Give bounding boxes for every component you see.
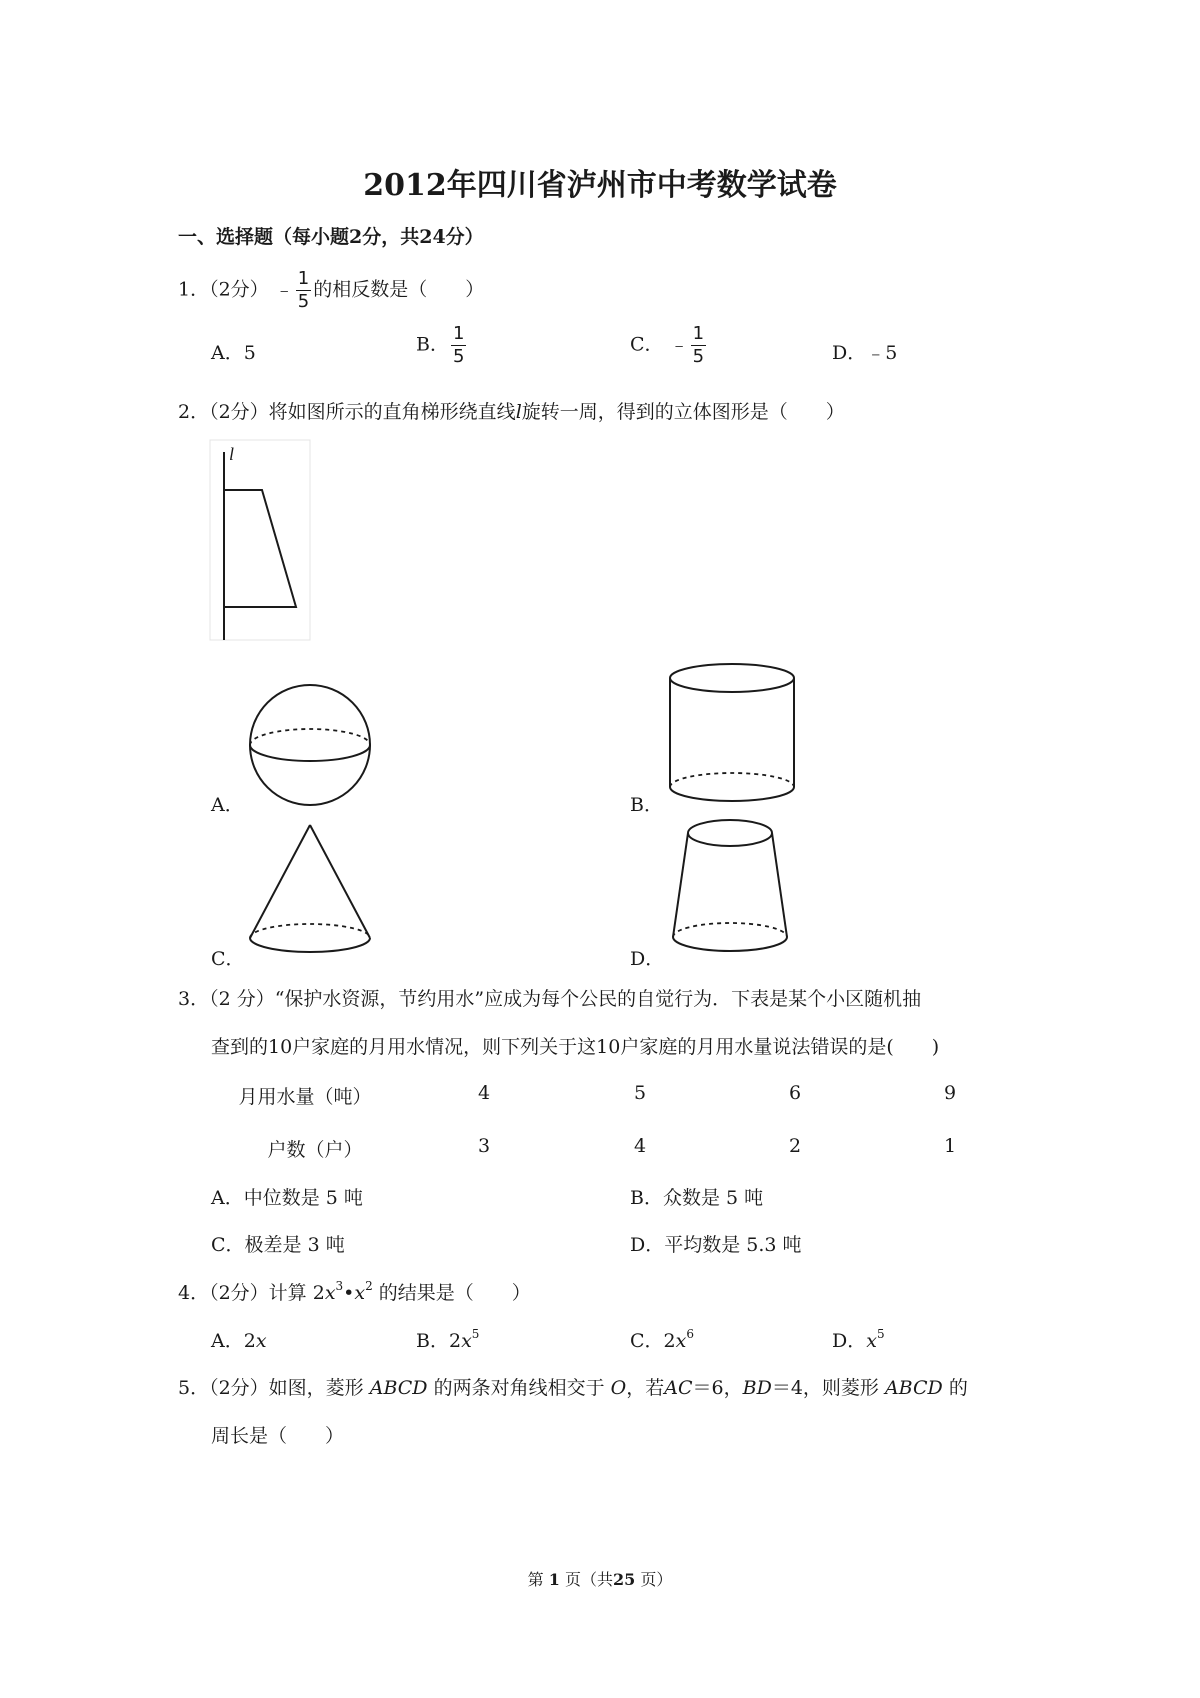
q5-abcd-1: ABCD [369,1377,428,1399]
q4-exp-3: 3 [335,1279,344,1293]
q1-option-a[interactable]: A．5 [211,342,256,364]
trapezoid-figure [210,440,310,640]
table-row2-cell: 3 [477,1135,491,1157]
question-5-line-2: 周长是（ ） [211,1425,345,1447]
q1-fraction [296,270,311,311]
q4-option-c[interactable] [630,1326,694,1353]
q5-abcd-2: ABCD [884,1377,943,1399]
q1-c-den: 5 [692,346,705,367]
q5-prefix: 5．（2分）如图，菱形 [178,1377,364,1399]
q5-ac: AC [664,1377,693,1399]
q4-exp-2: 2 [365,1279,373,1293]
q2-suffix: 旋转一周，得到的立体图形是（ ） [521,401,845,423]
sphere-outline [250,685,370,805]
frustum-bottom-front [673,937,787,951]
q1-option-b[interactable] [416,325,468,366]
q5-eq-4: ＝4，则菱形 [771,1377,879,1399]
frustum-left-side [673,833,688,937]
footer-total-pages: 25 [612,1570,636,1589]
q4-option-a-x: x [255,1330,267,1352]
table-row2-label: 户数（户） [267,1139,363,1161]
frustum-bottom-back [673,923,787,937]
sphere-equator-back [250,729,370,745]
cone-base-back [250,924,370,938]
frustum-right-side [772,833,787,937]
cylinder-figure [665,660,799,805]
question-3-line-2: 查到的10户家庭的月用水情况，则下列关于这10户家庭的月用水量说法错误的是( ) [211,1036,940,1058]
sphere-figure [245,680,375,810]
q5-mid-2: ，若 [626,1377,665,1399]
trapezoid-shape [224,490,296,607]
q4-x-1: x [324,1282,336,1304]
q4-option-b-x: x [461,1330,472,1352]
q1-option-d[interactable]: D．﹣5 [832,342,898,364]
axis-label-l: l [229,444,235,464]
cone-figure [245,820,375,960]
q5-mid-1: 的两条对角线相交于 [433,1377,605,1399]
q1-b-num: 1 [452,323,465,344]
cylinder-bottom-back [670,773,794,787]
q1-neg: ﹣ [274,278,294,301]
table-row2-cell: 4 [633,1135,647,1157]
question-2-stem [178,397,845,424]
q1-suffix: 的相反数是（ ） [313,278,485,301]
q3-option-d[interactable]: D．平均数是 5.3 吨 [630,1234,802,1256]
footer-page-number: 1 [548,1570,560,1589]
table-row1-cell: 4 [477,1082,491,1104]
q4-option-a-label: A．2 [211,1330,256,1352]
section-header: 一、选择题（每小题2分，共24分） [178,226,484,248]
q3-option-b[interactable]: B．众数是 5 吨 [630,1187,764,1209]
table-row2-cell: 2 [788,1135,802,1157]
frustum-top [688,820,772,846]
page-footer [0,1567,1200,1590]
footer-prefix: 第 [527,1570,544,1589]
q4-option-a[interactable] [211,1326,267,1353]
q5-eq-6: ＝6， [692,1377,743,1399]
q4-option-c-label: C．2 [630,1330,676,1352]
question-3-line-1: 3．（2 分）“保护水资源，节约用水”应成为每个公民的自觉行为．下表是某个小区随机抽 [178,988,922,1010]
q4-option-d-label: D． [832,1330,867,1352]
footer-suffix: 页） [640,1570,673,1589]
q2-option-b[interactable]: B． [630,794,663,816]
q4-option-b-exp: 5 [471,1327,480,1341]
q2-option-c[interactable]: C． [211,948,245,970]
page-title: 2012年四川省泸州市中考数学试卷 [363,168,837,203]
q4-option-c-exp: 6 [686,1327,694,1341]
q4-prefix: 4．（2分）计算 2 [178,1282,325,1304]
q4-option-d[interactable] [832,1326,885,1353]
q4-option-b-label: B．2 [416,1330,462,1352]
question-5-line-1 [178,1373,968,1400]
q1-frac-num: 1 [297,268,310,289]
question-4-stem [178,1278,531,1305]
q4-option-b[interactable] [416,1326,479,1353]
q1-option-b-fraction [451,325,466,366]
q5-o: O [610,1377,627,1399]
q4-option-d-x: x [866,1330,877,1352]
question-1-stem [178,270,484,311]
q1-option-c-fraction [691,325,706,366]
q4-option-d-exp: 5 [876,1327,885,1341]
q5-end: 的 [948,1377,968,1399]
q1-prefix: 1．（2分） [178,278,269,301]
q4-option-c-x: x [675,1330,687,1352]
sphere-equator-front [250,745,370,761]
cylinder-top [670,664,794,692]
cone-left-slant [250,825,310,938]
q1-option-c-label: C． [630,333,664,356]
frustum-figure [665,815,795,955]
table-row1-cell: 6 [788,1082,802,1104]
q1-option-c-neg: ﹣ [669,333,689,356]
q1-frac-den: 5 [297,291,310,312]
q2-option-a[interactable]: A． [211,794,244,816]
q5-bd: BD [742,1377,772,1399]
q4-suffix: 的结果是（ ） [372,1282,531,1304]
cone-right-slant [310,825,370,938]
q3-option-c[interactable]: C．极差是 3 吨 [211,1234,345,1256]
table-row1-label: 月用水量（吨） [238,1086,372,1108]
q1-b-den: 5 [452,346,465,367]
q4-dot: • [343,1282,355,1304]
q2-option-d[interactable]: D． [630,948,665,970]
table-row1-cell: 5 [633,1082,647,1104]
q2-prefix: 2．（2分）将如图所示的直角梯形绕直线 [178,401,516,423]
table-row2-cell: 1 [943,1135,957,1157]
q1-c-num: 1 [692,323,705,344]
q2-line-var: l [515,401,522,423]
table-row1-cell: 9 [943,1082,957,1104]
footer-mid: 页（共 [564,1570,613,1589]
q1-option-b-label: B． [416,333,449,356]
q1-option-c[interactable] [630,325,708,366]
q3-option-a[interactable]: A．中位数是 5 吨 [211,1187,363,1209]
q4-x-2: x [354,1282,366,1304]
cylinder-bottom-front [670,787,794,801]
cone-base-front [250,938,370,952]
